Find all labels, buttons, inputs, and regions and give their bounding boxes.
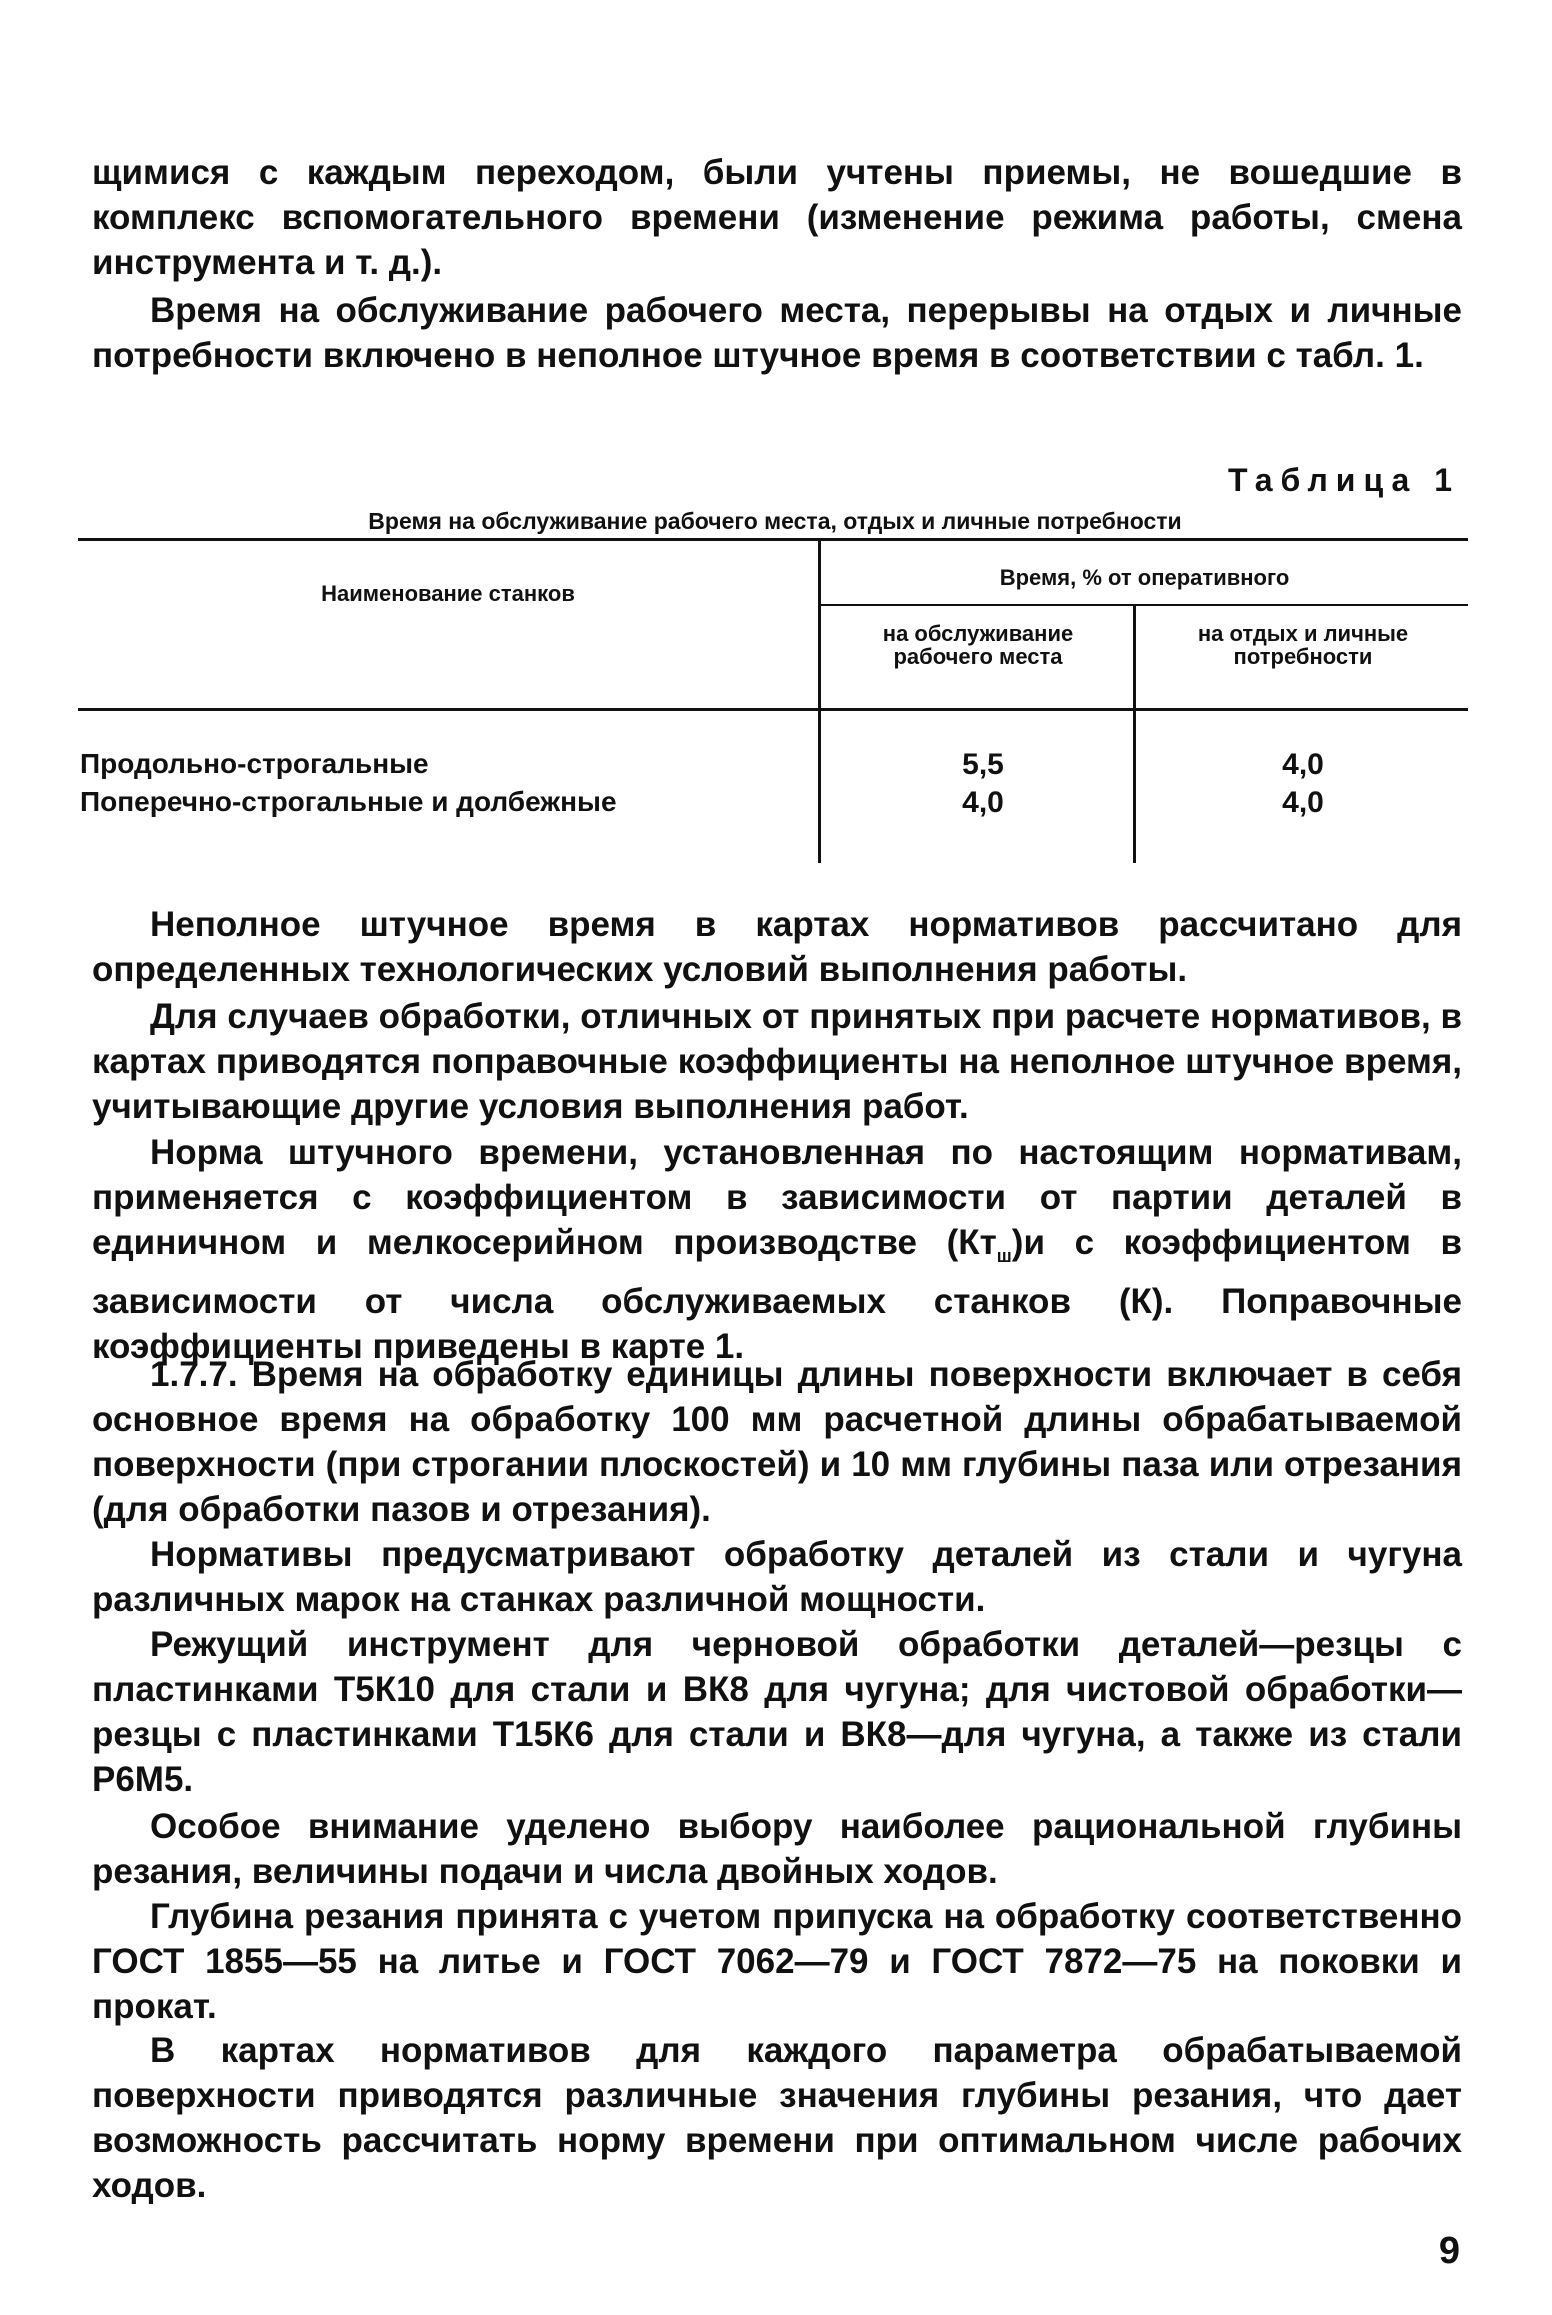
subscript: ш (996, 1246, 1012, 1266)
page-number: 9 (1438, 2230, 1460, 2272)
table-title: Время на обслуживание рабочего места, отдых и личные потребности (368, 508, 1182, 534)
row-rest-value: 4,0 (1282, 786, 1324, 819)
paragraph-norms: Неполное штучное время в картах нормативов рассчитано для определенных технологических условий выполнения работы. (92, 905, 1462, 989)
paragraph-piece-time (92, 1130, 1462, 1369)
header-rest: на отдых и личные потребности (1197, 621, 1409, 669)
paragraph-tools: Режущий инструмент для черновой обработки деталей—резцы с пластинками Т5К10 для стали и ВК8 для чугуна; для чистовой обработки—резцы с пластинками Т15К6 для стали и ВК8—для чугуна, а также из стали Р6М5. (92, 1625, 1462, 1799)
paragraph-section-1-7-7: 1.7.7. Время на обработку единицы длины поверхности включает в себя основное время на обработку 100 мм расчетной длины обрабатываемой поверхности (при строгании плоскостей) и 10 мм глубины паза или отрезания (для обработки пазов и отрезания). (92, 1355, 1462, 1529)
table-divider-sub (1133, 606, 1136, 863)
paragraph-corrections: Для случаев обработки, отличных от принятых при расчете нормативов, в картах приводятся поправочные коэффициенты на неполное штучное время, учитывающие другие условия выполнения работ. (92, 997, 1462, 1126)
table-header-rule (78, 708, 1468, 711)
paragraph-piece-time-a: Норма штучного времени, установленная по настоящим нормативам, применяется с коэффициентом в зависимости от партии деталей в единичном и мелкосерийном производстве (Кт (92, 1133, 1462, 1262)
row-name: Поперечно-строгальные и долбежные (80, 786, 617, 817)
header-service: на обслуживание рабочего места (882, 621, 1074, 669)
paragraph-piece-time-b: )и с коэффициентом в зависимости от числа обслуживаемых станков (К). Поправочные коэффициенты приведены в карте 1. (92, 1223, 1462, 1366)
service-time-table (78, 538, 1468, 863)
paragraph-cards: В картах нормативов для каждого параметра обрабатываемой поверхности приводятся различные значения глубины резания, что дает возможность рассчитать норму времени при оптимальном числе рабочих ходов. (92, 2031, 1462, 2205)
table-label: Таблица 1 (1227, 462, 1460, 498)
row-rest-value: 4,0 (1282, 748, 1324, 781)
row-name: Продольно-строгальные (80, 748, 429, 779)
row-service-value: 4,0 (962, 786, 1004, 819)
table-top-rule (78, 538, 1468, 541)
table-group-rule (818, 604, 1468, 606)
paragraph-materials: Нормативы предусматривают обработку деталей из стали и чугуна различных марок на станках различной мощности. (92, 1535, 1462, 1619)
paragraph-continuation: щимися с каждым переходом, были учтены приемы, не вошедшие в комплекс вспомогательного времени (изменение режима работы, смена инструмента и т. д.). (92, 153, 1462, 282)
header-time-group: Время, % от оперативного (999, 565, 1290, 590)
header-machine-name: Наименование станков (321, 581, 575, 606)
paragraph-gost: Глубина резания принята с учетом припуска на обработку соответственно ГОСТ 1855—55 на литье и ГОСТ 7062—79 и ГОСТ 7872—75 на поковки и прокат. (92, 1897, 1462, 2026)
paragraph-depth: Особое внимание уделено выбору наиболее рациональной глубины резания, величины подачи и числа двойных ходов. (92, 1807, 1462, 1891)
row-service-value: 5,5 (962, 748, 1004, 781)
paragraph-service-time: Время на обслуживание рабочего места, перерывы на отдых и личные потребности включено в неполное штучное время в соответствии с табл. 1. (92, 291, 1462, 375)
